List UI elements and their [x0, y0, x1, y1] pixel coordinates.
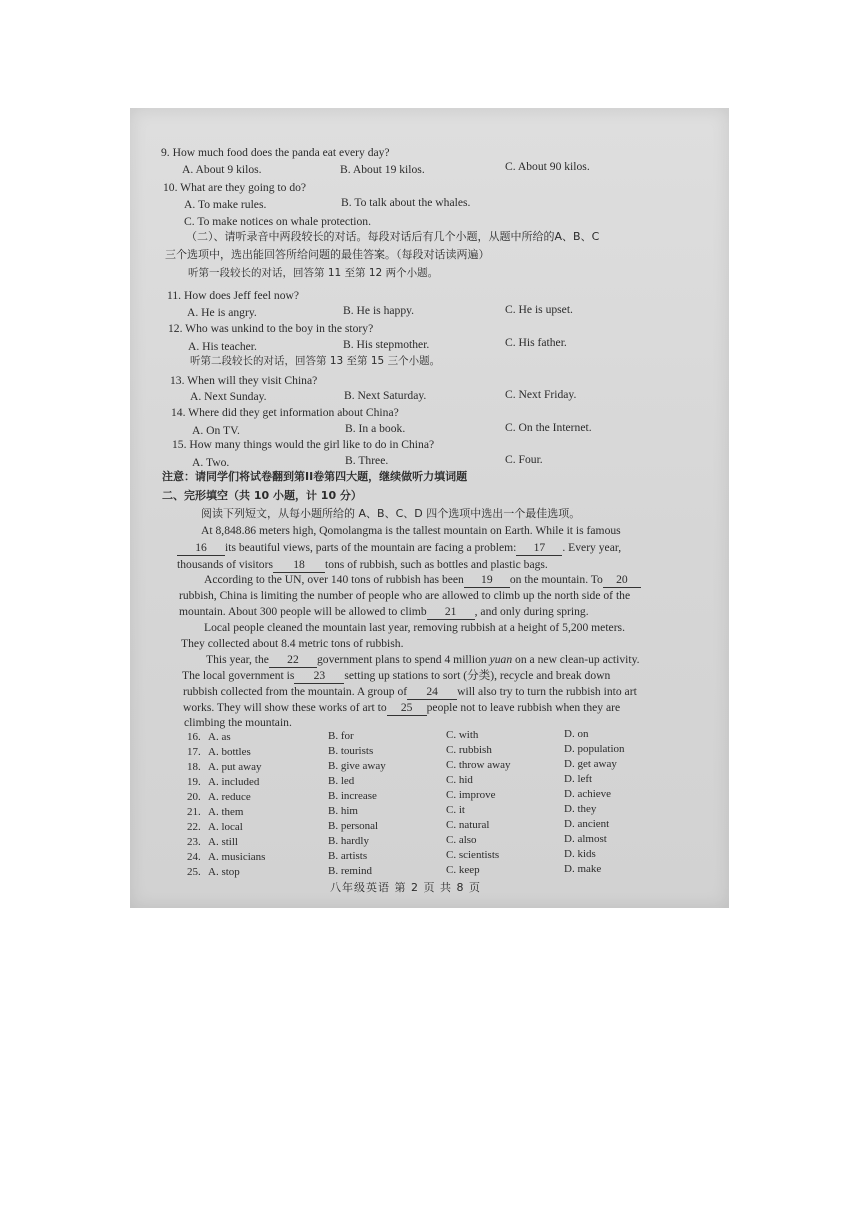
- blank-16: 16: [177, 541, 225, 556]
- option-a: A. local: [208, 821, 243, 833]
- option-b: B. tourists: [328, 745, 374, 757]
- option-c: C. also: [446, 834, 477, 846]
- question-12-stem: 12. Who was unkind to the boy in the story?: [168, 322, 374, 335]
- option-a: A. still: [208, 836, 238, 848]
- passage-p1-line1: At 8,848.86 meters high, Qomolangma is the tallest mountain on Earth. While it is famous: [201, 524, 621, 537]
- passage-p1-line2: 16 its beautiful views, parts of the mountain are facing a problem: 17 . Every year,: [177, 541, 621, 556]
- question-9-option-c: C. About 90 kilos.: [505, 160, 590, 173]
- option-b: B. give away: [328, 760, 386, 772]
- question-12-option-b: B. His stepmother.: [343, 338, 430, 351]
- option-c: C. hid: [446, 774, 473, 786]
- option-d: D. achieve: [564, 788, 612, 800]
- option-a: A. them: [208, 806, 244, 818]
- question-10-option-a: A. To make rules.: [184, 198, 267, 211]
- option-d: D. they: [564, 803, 597, 815]
- blank-25: 25: [387, 701, 427, 716]
- question-9-stem: 9. How much food does the panda eat every day?: [161, 146, 390, 159]
- option-c: C. rubbish: [446, 744, 492, 756]
- option-num: 25.: [187, 866, 201, 878]
- blank-24: 24: [407, 685, 457, 700]
- option-d: D. get away: [564, 758, 617, 770]
- option-c: C. natural: [446, 819, 490, 831]
- blank-20: 20: [603, 573, 641, 588]
- listening-part2-instruction-line1: （二）、请听录音中两段较长的对话。每段对话后有几个小题，从题中所给的A、B、C: [186, 230, 600, 243]
- option-num: 16.: [187, 731, 201, 743]
- question-15-option-c: C. Four.: [505, 453, 543, 466]
- cloze-instruction: 阅读下列短文，从每小题所给的 A、B、C、D 四个选项中选出一个最佳选项。: [201, 507, 581, 520]
- option-a: A. stop: [208, 866, 240, 878]
- option-d: D. on: [564, 728, 589, 740]
- question-13-option-b: B. Next Saturday.: [344, 389, 427, 402]
- option-b: B. remind: [328, 865, 372, 877]
- question-10-stem: 10. What are they going to do?: [163, 181, 307, 194]
- option-c: C. throw away: [446, 759, 511, 771]
- option-num: 17.: [187, 746, 201, 758]
- passage-p4-line5: climbing the mountain.: [184, 716, 292, 729]
- option-num: 22.: [187, 821, 201, 833]
- option-d: D. population: [564, 743, 625, 755]
- dialog2-note: 听第二段较长的对话，回答第 13 至第 15 三个小题。: [190, 355, 441, 367]
- passage-p4-line1: This year, the 22 government plans to spend 4 million yuan on a new clean-up activity.: [206, 653, 640, 666]
- option-d: D. make: [564, 863, 602, 875]
- question-11-option-c: C. He is upset.: [505, 303, 573, 316]
- option-num: 18.: [187, 761, 201, 773]
- question-15-option-a: A. Two.: [192, 456, 230, 469]
- dialog1-note: 听第一段较长的对话，回答第 11 至第 12 两个小题。: [188, 267, 439, 279]
- option-d: D. almost: [564, 833, 607, 845]
- page-footer: 八年级英语 第 2 页 共 8 页: [330, 881, 481, 894]
- passage-p2-line1: According to the UN, over 140 tons of rubbish has been 19 on the mountain. To 20: [204, 573, 641, 588]
- option-a: A. bottles: [208, 746, 251, 758]
- question-12-option-c: C. His father.: [505, 336, 567, 349]
- option-a: A. musicians: [208, 851, 266, 863]
- option-b: B. hardly: [328, 835, 369, 847]
- option-num: 19.: [187, 776, 201, 788]
- option-b: B. for: [328, 730, 354, 742]
- option-b: B. personal: [328, 820, 379, 832]
- question-14-option-c: C. On the Internet.: [505, 421, 592, 434]
- question-15-stem: 15. How many things would the girl like to do in China?: [172, 438, 435, 451]
- option-a: A. as: [208, 731, 231, 743]
- option-b: B. led: [328, 775, 355, 787]
- exam-page-photo: [130, 108, 729, 908]
- cloze-heading: 二、完形填空（共 10 小题，计 10 分）: [162, 489, 362, 502]
- blank-17: 17: [516, 541, 562, 556]
- question-10-option-c: C. To make notices on whale protection.: [184, 215, 372, 228]
- question-9-option-a: A. About 9 kilos.: [182, 163, 262, 176]
- blank-22: 22: [269, 653, 317, 668]
- question-14-stem: 14. Where did they get information about China?: [171, 406, 399, 419]
- blank-21: 21: [427, 605, 475, 620]
- blank-19: 19: [464, 573, 510, 588]
- passage-p4-line4: works. They will show these works of art to 25 people not to leave rubbish when they are: [183, 701, 621, 714]
- question-11-stem: 11. How does Jeff feel now?: [167, 289, 300, 302]
- listening-part2-instruction-line2: 三个选项中，选出能回答所给问题的最佳答案。（每段对话读两遍）: [165, 248, 490, 261]
- passage-p3-line1: Local people cleaned the mountain last year, removing rubbish at a height of 5,200 meters.: [204, 621, 625, 634]
- option-a: A. reduce: [208, 791, 251, 803]
- question-13-option-c: C. Next Friday.: [505, 388, 577, 401]
- option-b: B. him: [328, 805, 358, 817]
- passage-p2-line3: mountain. About 300 people will be allowed to climb 21 , and only during spring.: [179, 605, 589, 618]
- question-13-option-a: A. Next Sunday.: [190, 390, 267, 403]
- option-c: C. with: [446, 729, 479, 741]
- passage-p3-line2: They collected about 8.4 metric tons of rubbish.: [181, 637, 404, 650]
- option-num: 23.: [187, 836, 201, 848]
- option-d: D. ancient: [564, 818, 610, 830]
- option-num: 24.: [187, 851, 201, 863]
- option-c: C. it: [446, 804, 465, 816]
- question-11-option-a: A. He is angry.: [187, 306, 257, 319]
- question-14-option-a: A. On TV.: [192, 424, 240, 437]
- blank-23: 23: [294, 669, 344, 684]
- question-14-option-b: B. In a book.: [345, 422, 406, 435]
- question-15-option-b: B. Three.: [345, 454, 389, 467]
- option-d: D. left: [564, 773, 593, 785]
- option-c: C. keep: [446, 864, 480, 876]
- passage-p2-line2: rubbish, China is limiting the number of people who are allowed to climb up the north side of the: [179, 589, 631, 602]
- question-12-option-a: A. His teacher.: [188, 340, 257, 353]
- option-b: B. increase: [328, 790, 377, 802]
- option-num: 20.: [187, 791, 201, 803]
- blank-18: 18: [273, 558, 325, 573]
- option-c: C. scientists: [446, 849, 500, 861]
- question-11-option-b: B. He is happy.: [343, 304, 415, 317]
- question-10-option-b: B. To talk about the whales.: [341, 196, 471, 209]
- option-num: 21.: [187, 806, 201, 818]
- option-d: D. kids: [564, 848, 596, 860]
- passage-p1-line3: thousands of visitors 18 tons of rubbish, such as bottles and plastic bags.: [177, 558, 548, 571]
- option-a: A. put away: [208, 761, 262, 773]
- turn-page-notice: 注意：请同学们将试卷翻到第II卷第四大题，继续做听力填词题: [162, 470, 468, 483]
- question-9-option-b: B. About 19 kilos.: [340, 163, 425, 176]
- option-b: B. artists: [328, 850, 368, 862]
- question-13-stem: 13. When will they visit China?: [170, 374, 318, 387]
- passage-p4-line3: rubbish collected from the mountain. A group of 24 will also try to turn the rubbish into art: [183, 685, 637, 698]
- option-c: C. improve: [446, 789, 496, 801]
- option-a: A. included: [208, 776, 260, 788]
- passage-p4-line2: The local government is 23 setting up stations to sort (分类), recycle and break down: [182, 669, 611, 682]
